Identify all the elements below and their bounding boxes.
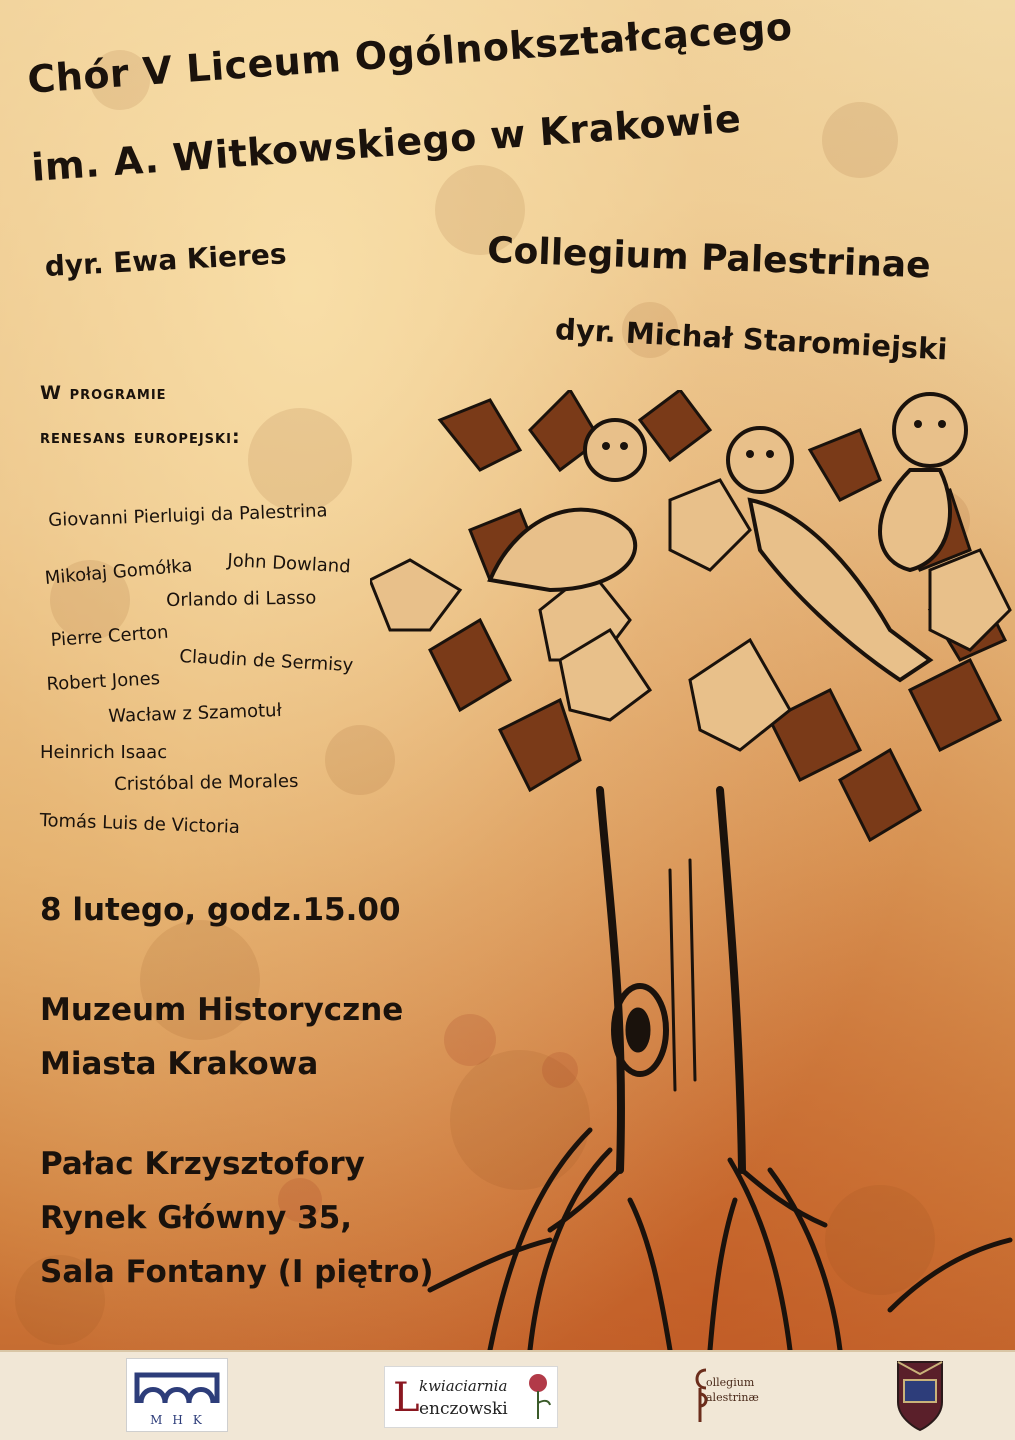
collegium-line2: alestrinæ: [706, 1391, 759, 1404]
kwiaciarnia-rose-icon: [523, 1371, 553, 1421]
tree-illustration: [370, 390, 1015, 1350]
kwiaciarnia-top-text: kwiaciarnia: [419, 1377, 508, 1395]
venue-line2: Miasta Krakowa: [40, 1046, 319, 1082]
composer-name: Orlando di Lasso: [166, 587, 317, 611]
poster-title-line1: Chór V Liceum Ogólnokształcącego: [26, 4, 794, 102]
collegium-palestrinae-logo: [688, 1360, 768, 1430]
kwiaciarnia-lenczowski-logo: [384, 1366, 558, 1428]
composer-name: John Dowland: [226, 550, 352, 578]
choir2-name: Collegium Palestrinae: [486, 230, 932, 287]
composer-name: Cristóbal de Morales: [114, 770, 299, 795]
program-heading: W programie: [40, 382, 167, 404]
choir1-conductor: dyr. Ewa Kieres: [44, 237, 288, 283]
choir2-conductor: dyr. Michał Staromiejski: [554, 312, 949, 367]
venue-line1: Muzeum Historyczne: [40, 992, 404, 1028]
mhk-logo: [126, 1358, 228, 1432]
mhk-letters: MHK: [150, 1413, 212, 1427]
composer-name: Tomás Luis de Victoria: [39, 810, 241, 838]
mhk-arches-icon: [127, 1359, 227, 1409]
school-crest-icon: [890, 1354, 950, 1434]
composer-name: Wacław z Szamotuł: [108, 699, 283, 727]
program-subheading: renesans europejski:: [40, 426, 241, 448]
composer-name: Mikołaj Gomółka: [44, 555, 194, 589]
composer-name: Giovanni Pierluigi da Palestrina: [48, 500, 328, 531]
kwiaciarnia-initial: L: [393, 1375, 420, 1421]
collegium-line1: ollegium: [706, 1376, 755, 1389]
composer-name: Pierre Certon: [50, 621, 170, 651]
poster-title-line2: im. A. Witkowskiego w Krakowie: [30, 96, 743, 190]
address-line1: Pałac Krzysztofory: [40, 1146, 365, 1182]
composer-name: Robert Jones: [46, 668, 161, 695]
composer-name: Heinrich Isaac: [40, 742, 168, 763]
kwiaciarnia-bottom-text: enczowski: [419, 1399, 508, 1419]
address-line2: Rynek Główny 35,: [40, 1200, 353, 1236]
composer-name: Claudin de Sermisy: [178, 646, 354, 677]
address-line3: Sala Fontany (I piętro): [40, 1254, 434, 1290]
event-datetime: 8 lutego, godz.15.00: [40, 892, 401, 928]
school-crest: [890, 1354, 950, 1434]
